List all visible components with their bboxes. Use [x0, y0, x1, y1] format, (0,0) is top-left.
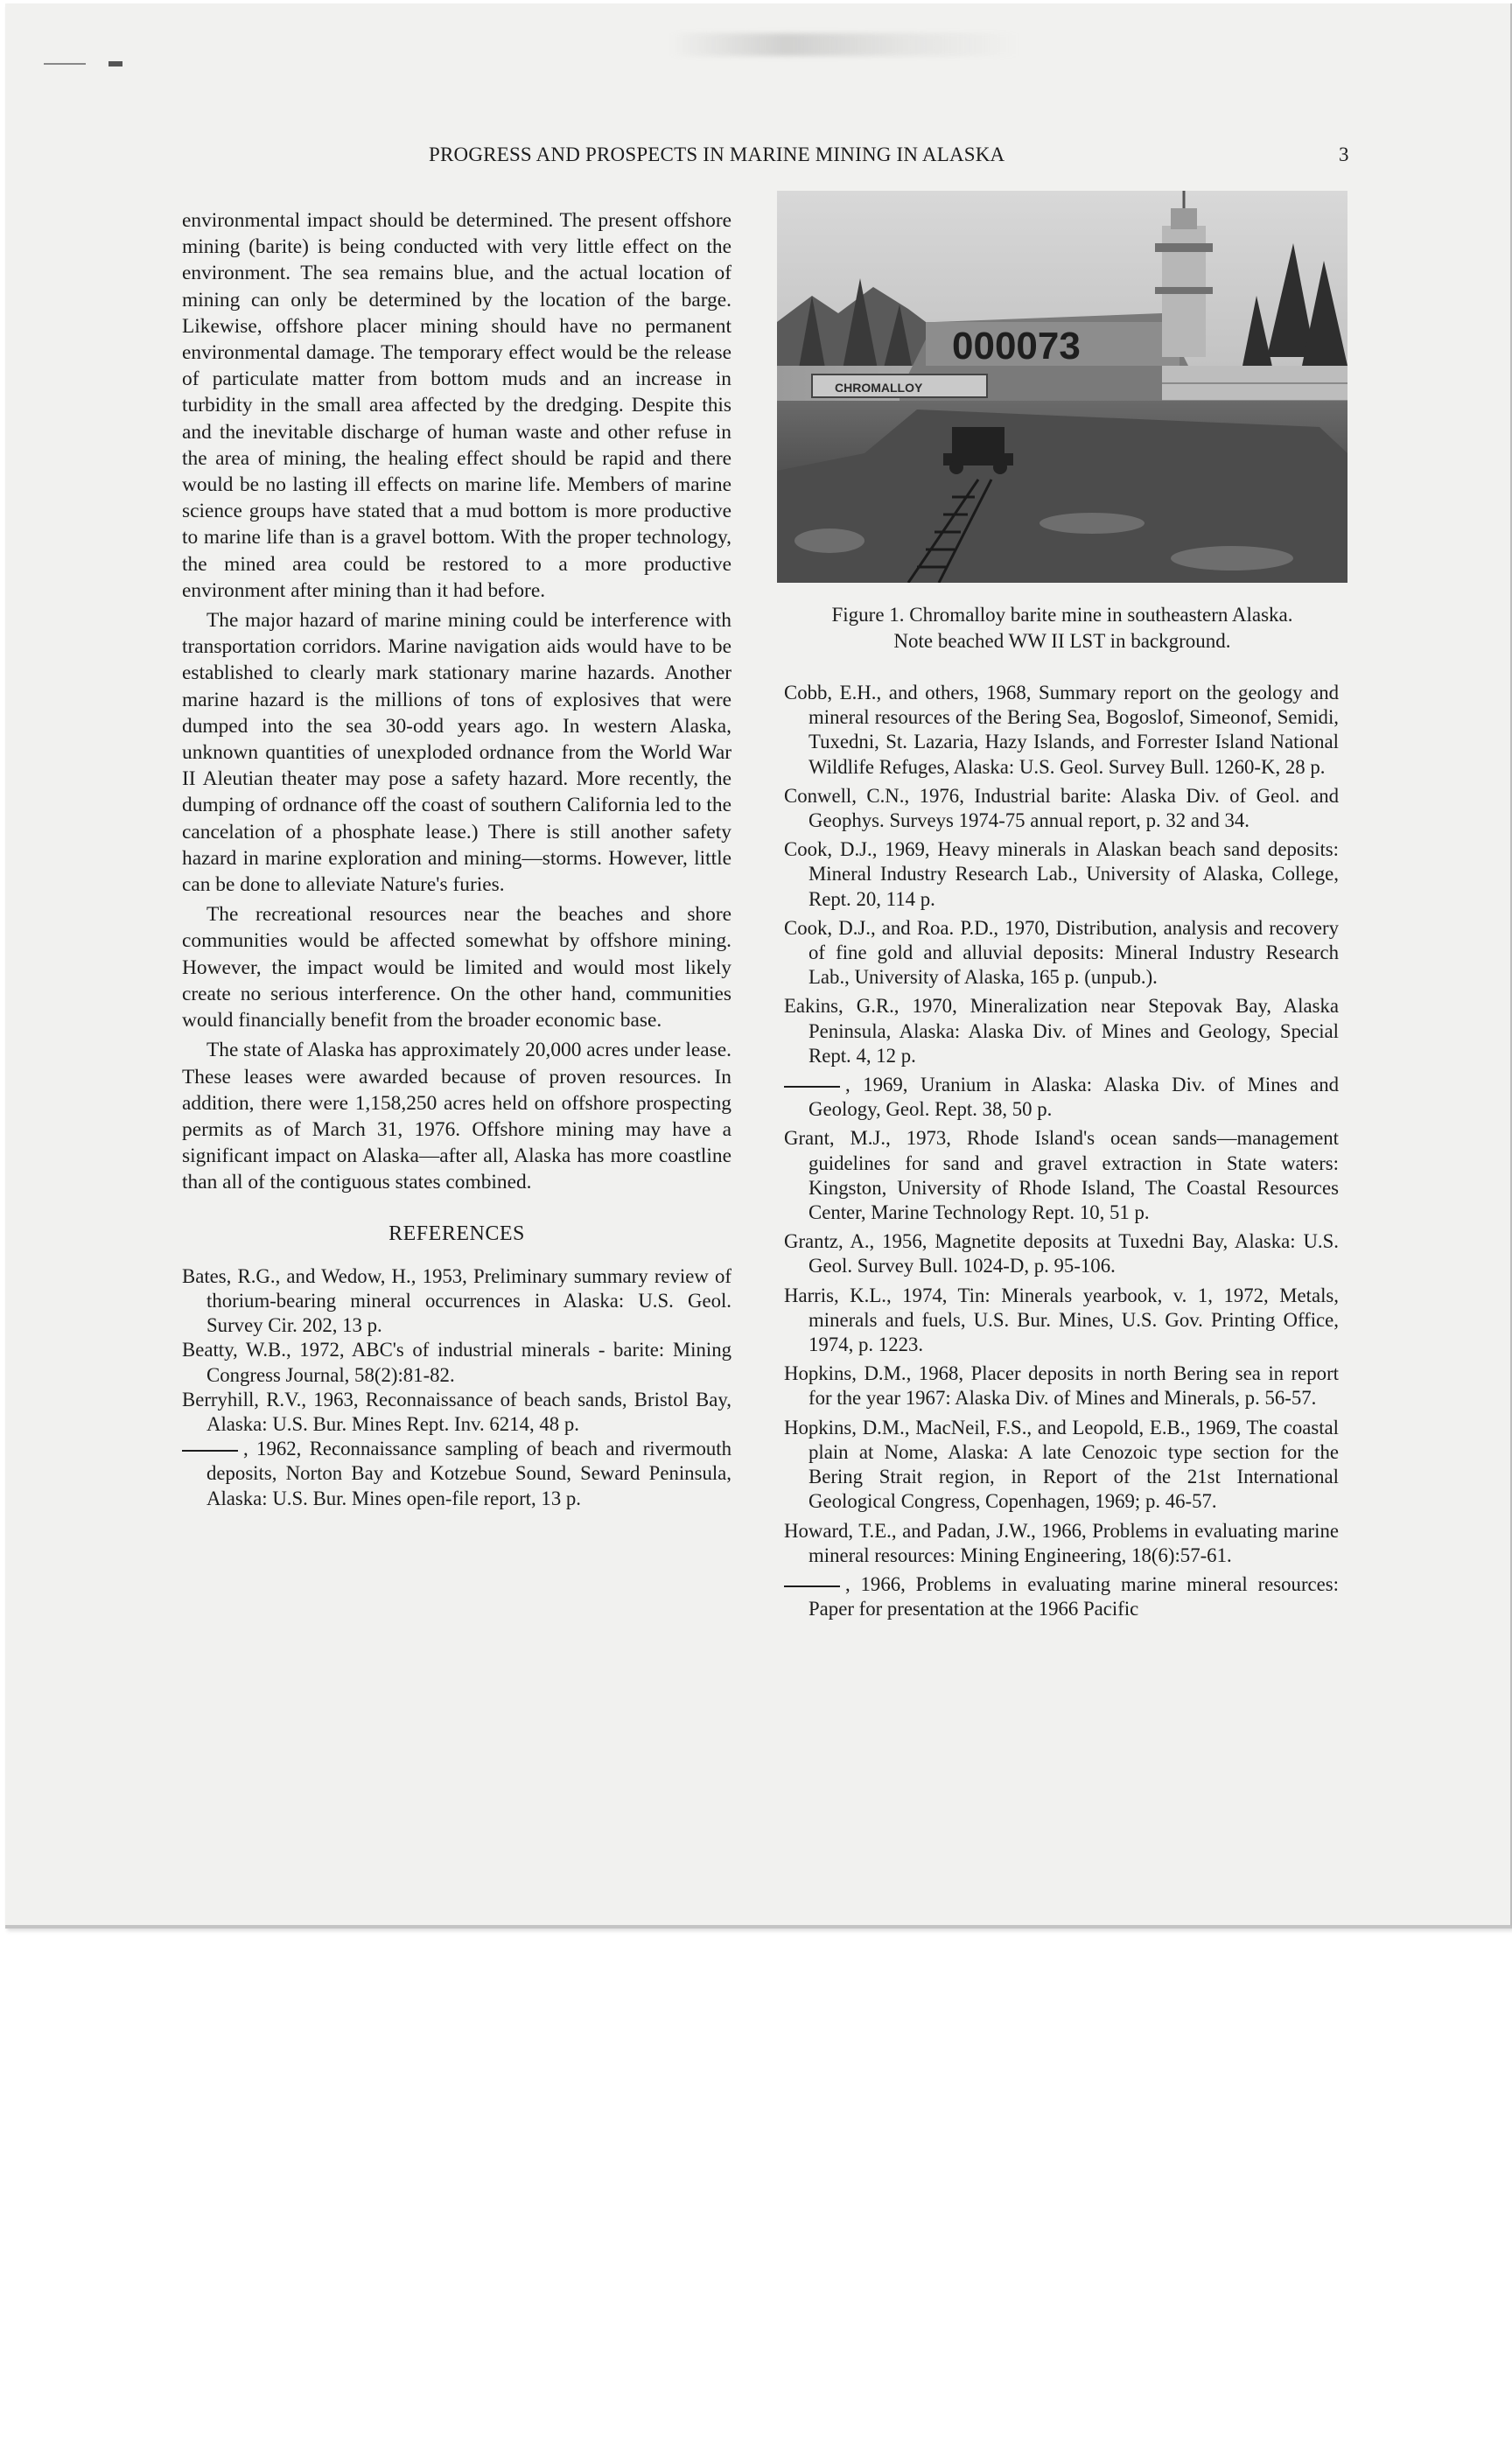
reference-entry [784, 1519, 1339, 1568]
reference-text: Cobb, E.H., and others, 1968, Summary report on the geology and mineral resources of the Bering Sea, Bogoslof, Simeonof, Semidi, Tuxedni, St. Lazaria, Hazy Islands, and Forrester Island National Wildlife Refuges, Alaska: U.S. Geol. Survey Bull. 1260-K, 28 p. [784, 682, 1339, 778]
right-column [784, 681, 1339, 1626]
reference-text: Howard, T.E., and Padan, J.W., 1966, Problems in evaluating marine mineral resources: Mining Engineering, 18(6):57-61. [784, 1519, 1339, 1566]
chromalloy-sign: CHROMALLOY [835, 381, 923, 395]
same-author-dash [182, 1450, 238, 1452]
reference-entry [784, 1073, 1339, 1122]
reference-text: , 1962, Reconnaissance sampling of beach and rivermouth deposits, Norton Bay and Kotzebue Sound, Seward Peninsula, Alaska: U.S. Bur. Mines open-file report, 13 p. [206, 1438, 732, 1509]
caption-line: Figure 1. Chromalloy barite mine in southeastern Alaska. [831, 604, 1293, 626]
running-title: PROGRESS AND PROSPECTS IN MARINE MINING IN ALASKA [429, 144, 1005, 165]
references-list-right [784, 681, 1339, 1621]
left-column [182, 207, 732, 1511]
reference-entry [784, 837, 1339, 912]
reference-entry [182, 1437, 732, 1511]
same-author-dash [784, 1086, 840, 1088]
body-paragraph: The state of Alaska has approximately 20,000 acres under lease. These leases were awarded because of proven resources. In addition, there were 1,158,250 acres held on offshore prospecting permits as of March 31, 1976. Offshore mining may have a significant impact on Alaska—after all, Alaska has more coastline than all of the contiguous states combined. [182, 1039, 732, 1194]
reference-entry [784, 994, 1339, 1068]
reference-entry [182, 1388, 732, 1437]
reference-entry [784, 1572, 1339, 1621]
reference-entry [784, 784, 1339, 833]
reference-entry [784, 1362, 1339, 1410]
caption-line: Note beached WW II LST in background. [893, 630, 1231, 652]
reference-text: Grant, M.J., 1973, Rhode Island's ocean sands—management guidelines for sand and gravel extraction in State waters: Kingston, University of Rhode Island, The Coastal Resources Center, Marine Technology Rept. 10, 51 p. [784, 1127, 1339, 1224]
reference-text: Beatty, W.B., 1972, ABC's of industrial minerals - barite: Mining Congress Journal, 58(2):81-82. [182, 1339, 732, 1386]
body-paragraph: The major hazard of marine mining could be interference with transportation corridors. Marine navigation aids would have to be established to clearly mark stationary marine hazards. Another marine hazard is the millions of tons of explosives that were dumped into the sea 30-odd years ago. In western Alaska, unknown quantities of unexploded ordnance from the World War II Aleutian theater may pose a safety hazard. More recently, the dumping of ordnance off the coast of southern California led to the cancelation of a phosphate lease.) There is still another safety hazard in marine exploration and mining—storms. However, little can be done to alleviate Nature's furies. [182, 609, 732, 897]
figure-caption [770, 602, 1354, 654]
reference-text: Harris, K.L., 1974, Tin: Minerals yearbook, v. 1, 1972, Metals, minerals and fuels, U.S. Bur. Mines, U.S. Gov. Printing Office, 1974, p. 1223. [784, 1284, 1339, 1356]
reference-text: Cook, D.J., and Roa. P.D., 1970, Distribution, analysis and recovery of fine gold and alluvial deposits: Mineral Industry Research Lab., University of Alaska, 165 p. (unpub.). [784, 916, 1339, 989]
reference-entry [182, 1264, 732, 1339]
scan-mark [44, 63, 86, 65]
references-list-left [182, 1264, 732, 1511]
reference-text: Eakins, G.R., 1970, Mineralization near Stepovak Bay, Alaska Peninsula, Alaska: Alaska Div. of Mines and Geology, Special Rept. 4, 12 p. [784, 995, 1339, 1067]
hull-number: 000073 [952, 325, 1081, 368]
reference-entry [784, 1416, 1339, 1515]
body-paragraph: environmental impact should be determined. The present offshore mining (barite) is being conducted with very little effect on the environment. The sea remains blue, and the actual location of mining can only be determined by the location of the barge. Likewise, offshore placer mining should have no permanent environmental damage. The temporary effect would be the release of particulate matter from bottom muds and an increase in turbidity in the small area affected by the dredging. Despite this and the inevitable discharge of human waste and other refuse in the area of mining, the healing effect should be rapid and there would be no lasting ill effects on marine life. Members of marine science groups have stated that a mud bottom is more productive to marine life than is a gravel bottom. With the proper technology, the mined area could be restored to a more productive environment after mining than it had before. [182, 209, 732, 602]
scan-smudge [670, 33, 1020, 56]
reference-entry [784, 1126, 1339, 1225]
reference-text: Bates, R.G., and Wedow, H., 1953, Preliminary summary review of thorium-bearing mineral occurrences in Alaska: U.S. Geol. Survey Cir. 202, 13 p. [182, 1264, 732, 1337]
reference-entry [784, 1229, 1339, 1278]
reference-entry [784, 916, 1339, 990]
same-author-dash [784, 1586, 840, 1587]
reference-text: , 1969, Uranium in Alaska: Alaska Div. of Mines and Geology, Geol. Rept. 38, 50 p. [808, 1074, 1339, 1121]
reference-text: , 1966, Problems in evaluating marine mineral resources: Paper for presentation at the 1966 Pacific [808, 1572, 1339, 1620]
reference-text: Hopkins, D.M., 1968, Placer deposits in north Bering sea in report for the year 1967: Alaska Div. of Mines and Minerals, p. 56-57. [784, 1362, 1339, 1410]
reference-entry [784, 1284, 1339, 1358]
body-paragraph: The recreational resources near the beaches and shore communities would be affected somewhat by offshore mining. However, the impact would be limited and would most likely create no serious interference. On the other hand, communities would financially benefit from the broader economic base. [182, 903, 732, 1032]
reference-text: Berryhill, R.V., 1963, Reconnaissance of beach sands, Bristol Bay, Alaska: U.S. Bur. Mines Rept. Inv. 6214, 48 p. [182, 1388, 732, 1435]
page-number: 3 [1339, 144, 1349, 165]
reference-entry [182, 1338, 732, 1387]
reference-text: Cook, D.J., 1969, Heavy minerals in Alaskan beach sand deposits: Mineral Industry Research Lab., University of Alaska, College, Rept. 20, 114 p. [784, 838, 1339, 910]
reference-text: Grantz, A., 1956, Magnetite deposits at Tuxedni Bay, Alaska: U.S. Geol. Survey Bull. 1024-D, p. 95-106. [784, 1230, 1339, 1278]
reference-text: Hopkins, D.M., MacNeil, F.S., and Leopold, E.B., 1969, The coastal plain at Nome, Alaska: A late Cenozoic type section for the Bering Strait region, in Report of the 21st International Geological Congress, Copenhagen, 1969; p. 46-57. [784, 1416, 1339, 1513]
figure-photo [777, 191, 1348, 583]
reference-entry [784, 681, 1339, 780]
references-heading: REFERENCES [388, 1222, 525, 1245]
reference-text: Conwell, C.N., 1976, Industrial barite: Alaska Div. of Geol. and Geophys. Surveys 1974-75 annual report, p. 32 and 34. [784, 784, 1339, 832]
scan-mark [108, 61, 122, 66]
